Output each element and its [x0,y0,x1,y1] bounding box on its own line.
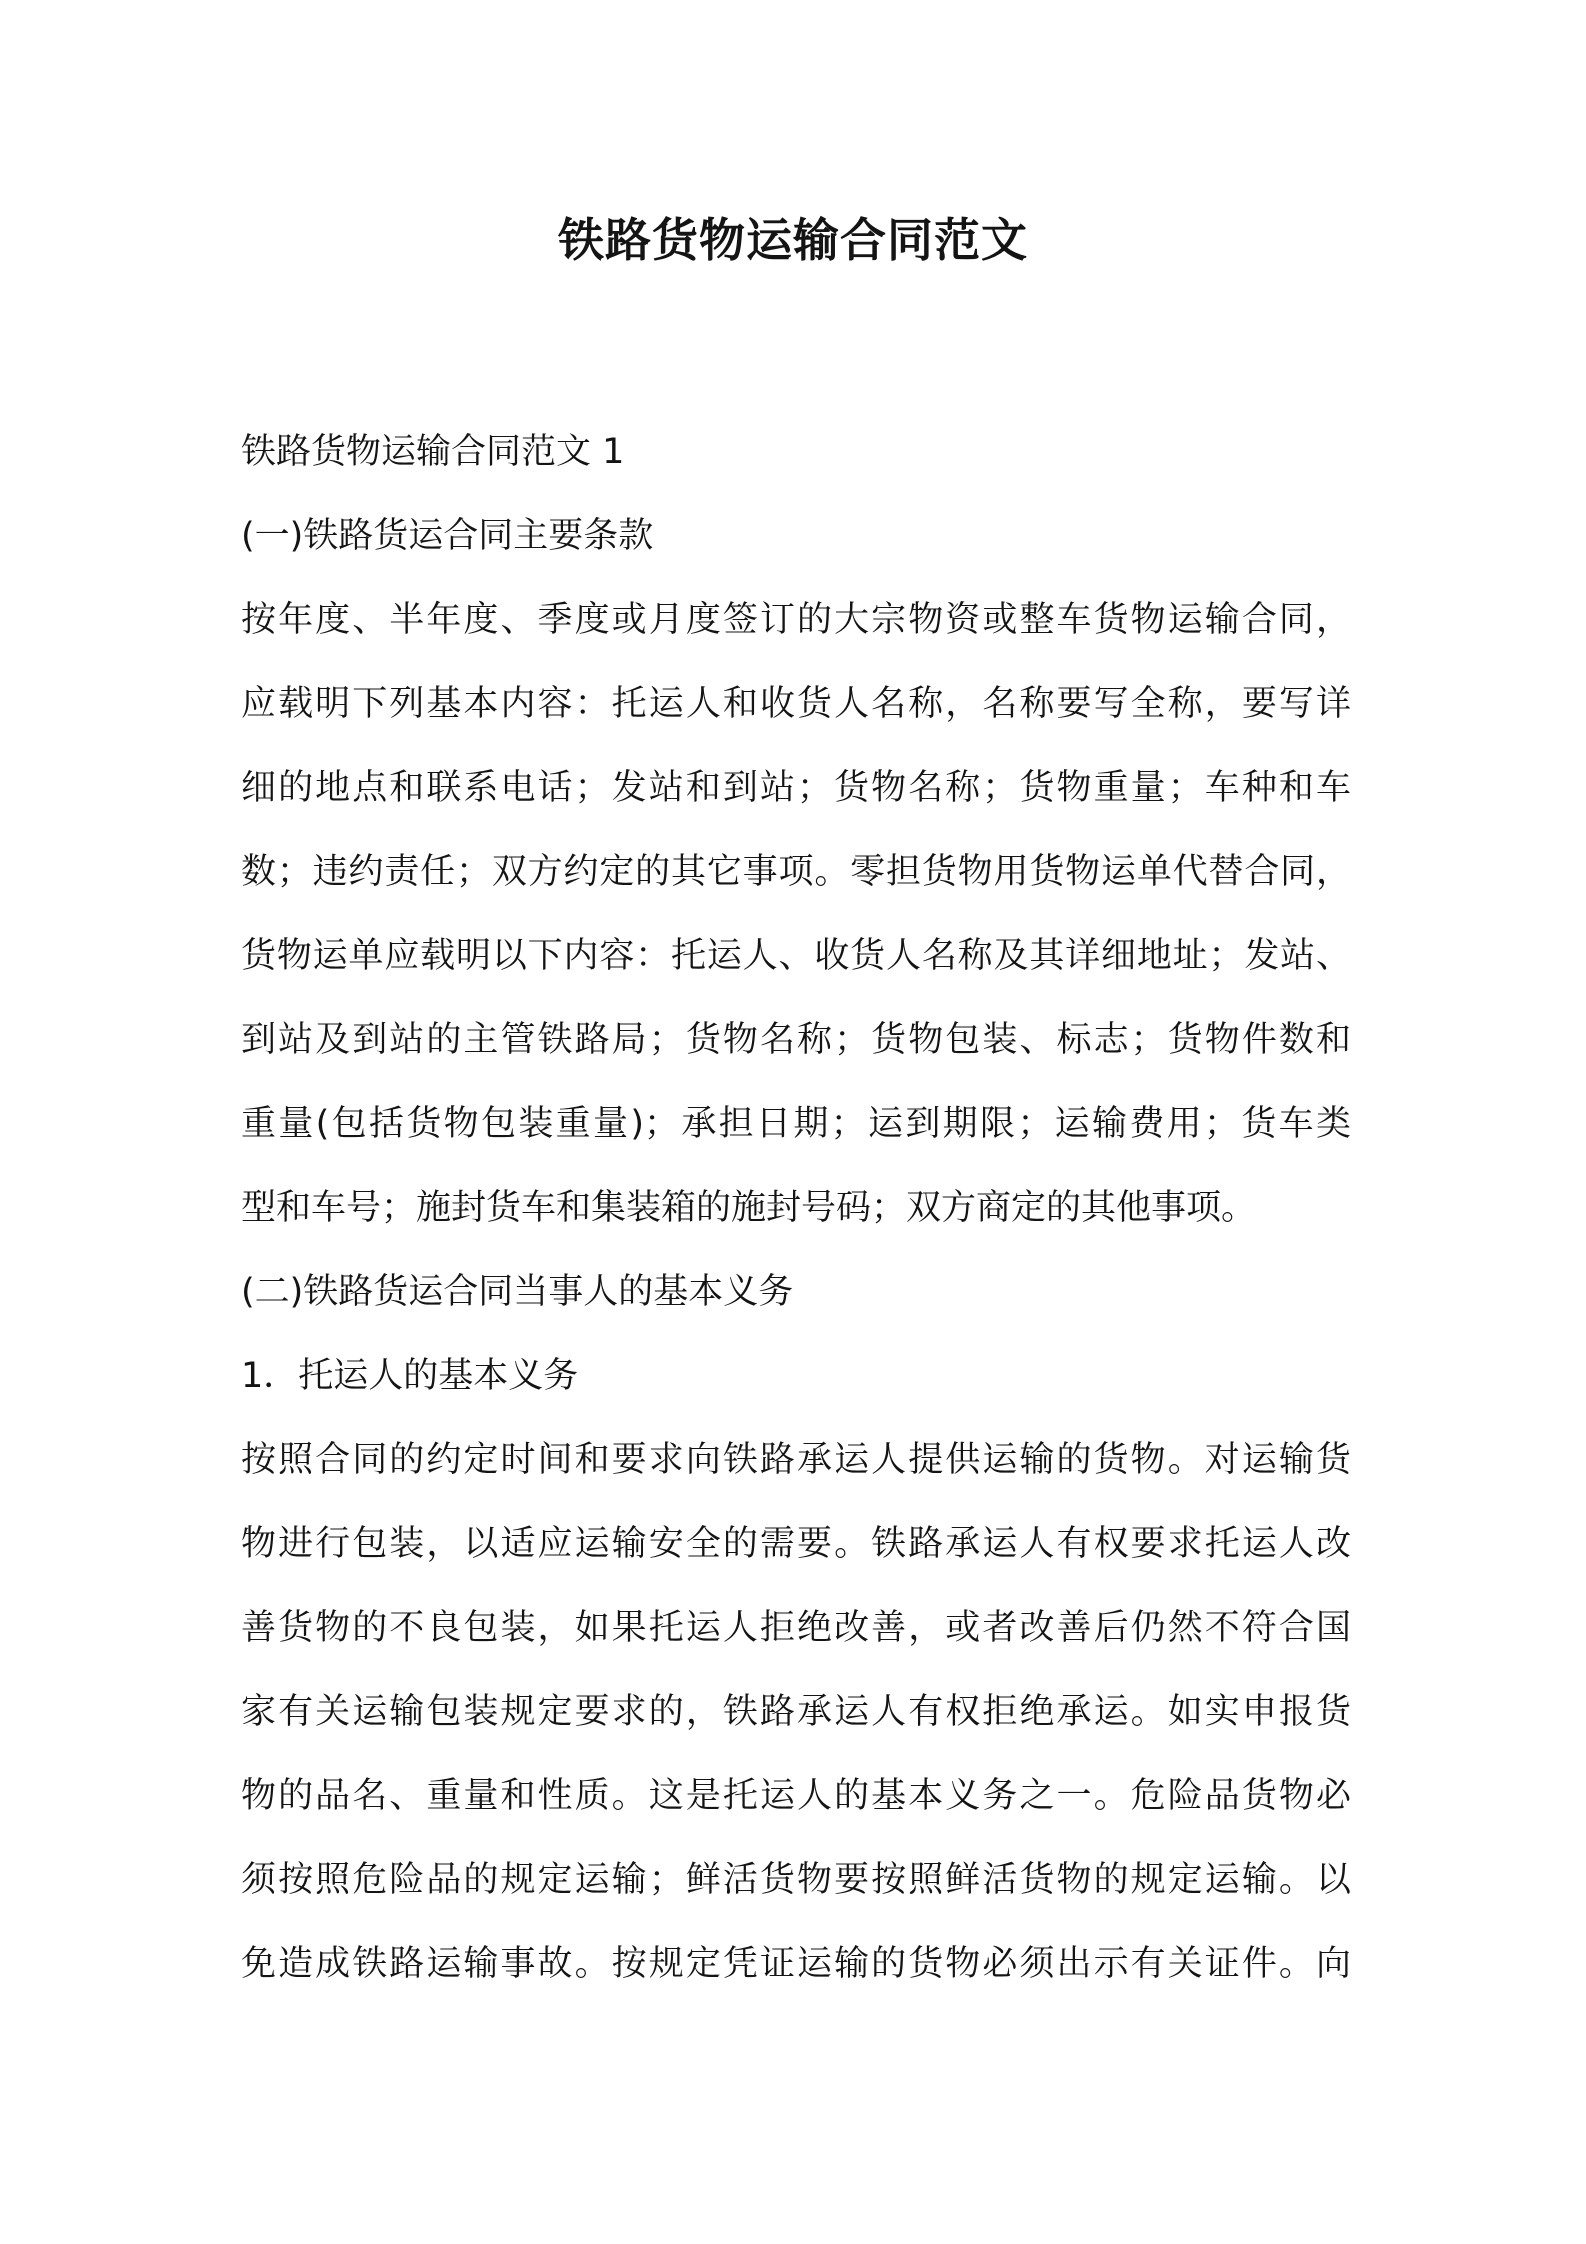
paragraph-line: 按年度、半年度、季度或月度签订的大宗物资或整车货物运输合同， [241,600,1351,640]
paragraph-line: 物的品名、重量和性质。这是托运人的基本义务之一。危险品货物必 [241,1776,1351,1816]
document-title: 铁路货物运输合同范文 [558,213,1028,267]
paragraph-line: 数；违约责任；双方约定的其它事项。零担货物用货物运单代替合同， [241,852,1351,892]
paragraph-line: 到站及到站的主管铁路局；货物名称；货物包装、标志；货物件数和 [241,1020,1351,1060]
paragraph-line: 货物运单应载明以下内容：托运人、收货人名称及其详细地址；发站、 [241,936,1351,976]
paragraph-line: 须按照危险品的规定运输；鲜活货物要按照鲜活货物的规定运输。以 [241,1860,1351,1900]
paragraph-line: 家有关运输包装规定要求的，铁路承运人有权拒绝承运。如实申报货 [241,1692,1351,1732]
paragraph-line: 善货物的不良包装，如果托运人拒绝改善，或者改善后仍然不符合国 [241,1608,1351,1648]
paragraph-line: 按照合同的约定时间和要求向铁路承运人提供运输的货物。对运输货 [241,1440,1351,1480]
paragraph-line: 型和车号；施封货车和集装箱的施封号码；双方商定的其他事项。 [241,1188,1257,1228]
paragraph-line: 细的地点和联系电话；发站和到站；货物名称；货物重量；车种和车 [241,768,1351,808]
subsection-heading: (二)铁路货运合同当事人的基本义务 [241,1272,794,1312]
paragraph-line: 物进行包装，以适应运输安全的需要。铁路承运人有权要求托运人改 [241,1524,1351,1564]
item-heading: 1．托运人的基本义务 [241,1356,579,1396]
paragraph-line: 重量(包括货物包装重量)；承担日期；运到期限；运输费用；货车类 [241,1104,1351,1144]
section-heading: 铁路货物运输合同范文 1 [241,432,625,472]
paragraph-line: 免造成铁路运输事故。按规定凭证运输的货物必须出示有关证件。向 [241,1944,1351,1984]
document-body [241,410,1351,2006]
subsection-heading: (一)铁路货运合同主要条款 [241,516,654,556]
paragraph-line: 应载明下列基本内容：托运人和收货人名称，名称要写全称，要写详 [241,684,1351,724]
